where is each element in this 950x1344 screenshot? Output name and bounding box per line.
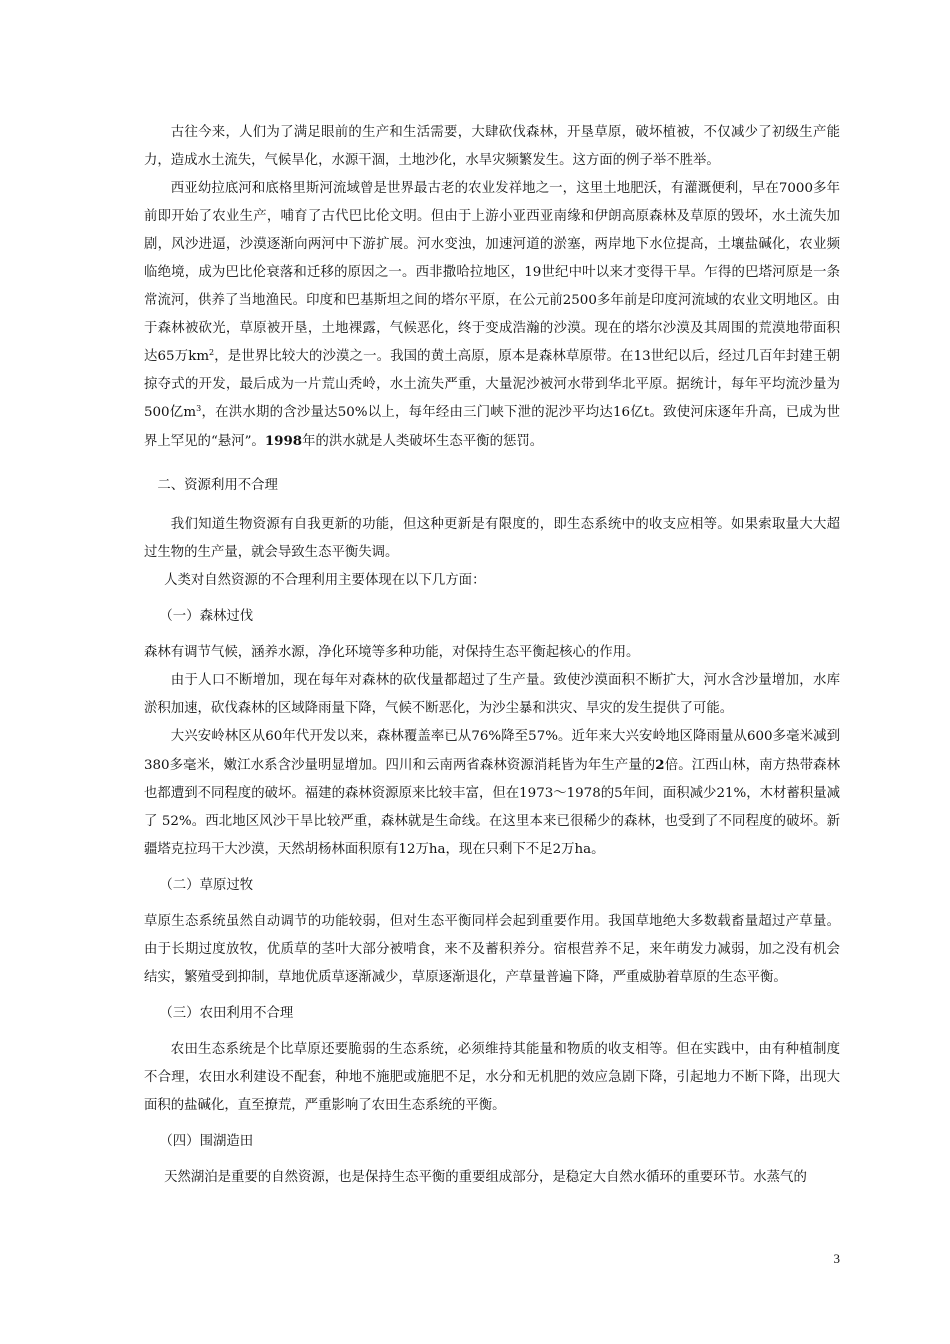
paragraph-lake: 天然湖泊是重要的自然资源，也是保持生态平衡的重要组成部分，是稳定大自然水循环的重要环节。水蒸气的 — [164, 1170, 807, 1185]
text-segment: 西亚幼拉底河和底格里斯河流域曾是世界最古老的农业发祥地之一，这里土地肥沃，有灌溉便利，早在7000多年前即开始了农业生产，哺育了古代巴比伦文明。但由于上游小亚西亚南缘和伊朗高原森林及草原的毁坏，水土流失加剧，风沙进逼，沙漠逐渐向两河中下游扩展。河水变浊，加速河道的淤塞，两岸地下水位提高，土壤盐碱化，农业频临绝境，成为巴比伦衰落和迁移的原因之一。西非撒哈拉地区，19世纪中叶以来才变得干旱。乍得的巴塔河原是一条常流河，供养了当地渔民。印度和巴基斯坦之间的塔尔平原，在公元前2500多年前是印度河流域的农业文明地区。由于森林被砍光，草原被开垦，土地裸露，气候恶化，终于变成浩瀚的沙漠。现在的塔尔沙漠及其周围的荒漠地带面积达65万km — [144, 181, 840, 364]
bold-year: 1998 — [264, 433, 303, 449]
text-segment: ，是世界比较大的沙漠之一。我国的黄土高原，原本是森林草原带。在13世纪以后，经过几百年封建王朝掠夺式的开发，最后成为一片荒山秃岭，水土流失严重，大量泥沙被河水带到华北平原。据统计，每年平均流沙量为500亿m — [144, 349, 840, 420]
text-segment: 大兴安岭林区从60年代开发以来，森林覆盖率已从76%降至57%。近年来大兴安岭地区降雨量从600多毫米减到380多毫米，嫩江水系含沙量明显增加。四川和云南两省森林资源消耗皆为年生产量的 — [144, 729, 840, 773]
paragraph-forest-examples — [144, 723, 840, 864]
paragraph-forest-functions: 森林有调节气候，涵养水源，净化环境等多种功能，对保持生态平衡起核心的作用。 — [144, 645, 640, 660]
superscript-2: 2 — [209, 348, 215, 357]
bold-number: 2 — [655, 757, 665, 773]
subheading-forest: （一）森林过伐 — [159, 609, 254, 624]
page-number: 3 — [833, 1251, 840, 1266]
text-segment: 倍。江西山林，南方热带森林也都遭到不同程度的破坏。福建的森林资源原来比较丰富，但在1973～1978的5年间，面积减少21%，木材蓄积量减了 52%。西北地区风沙干旱比较严重，森林就是生命线。在这里本来已很稀少的森林，也受到了不同程度的破坏。新疆塔克拉玛干大沙漠，天然胡杨林面积原有12万ha，现在只剩下不足2万ha。 — [144, 758, 840, 857]
subheading-lake: （四）围湖造田 — [159, 1134, 254, 1149]
paragraph-historical-examples — [144, 175, 840, 456]
page-body — [144, 119, 840, 1192]
text-segment: ，在洪水期的含沙量达50%以上，每年经由三门峡下泄的泥沙平均达16亿t。致使河床逐年升高，已成为世界上罕见的“悬河”。 — [144, 405, 840, 449]
paragraph-resource-renewal: 我们知道生物资源有自我更新的功能，但这种更新是有限度的，即生态系统中的收支应相等。如果索取量大大超过生物的生产量，就会导致生态平衡失调。 — [144, 517, 840, 560]
paragraph-resource-list-intro: 人类对自然资源的不合理利用主要体现在以下几方面： — [164, 573, 486, 588]
text-segment: 年的洪水就是人类破坏生态平衡的惩罚。 — [302, 434, 544, 449]
paragraph-forest-overcut: 由于人口不断增加，现在每年对森林的砍伐量都超过了生产量。致使沙漠面积不断扩大，河水含沙量增加，水库淤积加速，砍伐森林的区域降雨量下降，气候不断恶化，为沙尘暴和洪灾、旱灾的发生提供了可能。 — [144, 673, 840, 716]
section-heading: 二、资源利用不合理 — [157, 478, 278, 493]
subheading-farmland: （三）农田利用不合理 — [159, 1006, 294, 1021]
subheading-grassland: （二）草原过牧 — [159, 878, 254, 893]
paragraph-grassland: 草原生态系统虽然自动调节的功能较弱，但对生态平衡同样会起到重要作用。我国草地绝大多数载畜量超过产草量。由于长期过度放牧，优质草的茎叶大部分被啃食，来不及蓄积养分。宿根营养不足，来年萌发力减弱，加之没有机会结实，繁殖受到抑制，草地优质草逐渐减少，草原逐渐退化，产草量普遍下降，严重威胁着草原的生态平衡。 — [144, 914, 840, 985]
superscript-3: 3 — [196, 404, 202, 413]
paragraph-farmland: 农田生态系统是个比草原还要脆弱的生态系统，必须维持其能量和物质的收支相等。但在实践中，由有种植制度不合理，农田水利建设不配套，种地不施肥或施肥不足，水分和无机肥的效应急剧下降，引起地力不断下降，出现大面积的盐碱化，直至撩荒，严重影响了农田生态系统的平衡。 — [144, 1042, 840, 1113]
paragraph-deforestation-intro: 古往今来，人们为了满足眼前的生产和生活需要，大肆砍伐森林，开垦草原，破坏植被，不仅减少了初级生产能力，造成水土流失，气候旱化，水源干涸，土地沙化，水旱灾频繁发生。这方面的例子举不胜举。 — [144, 125, 840, 168]
